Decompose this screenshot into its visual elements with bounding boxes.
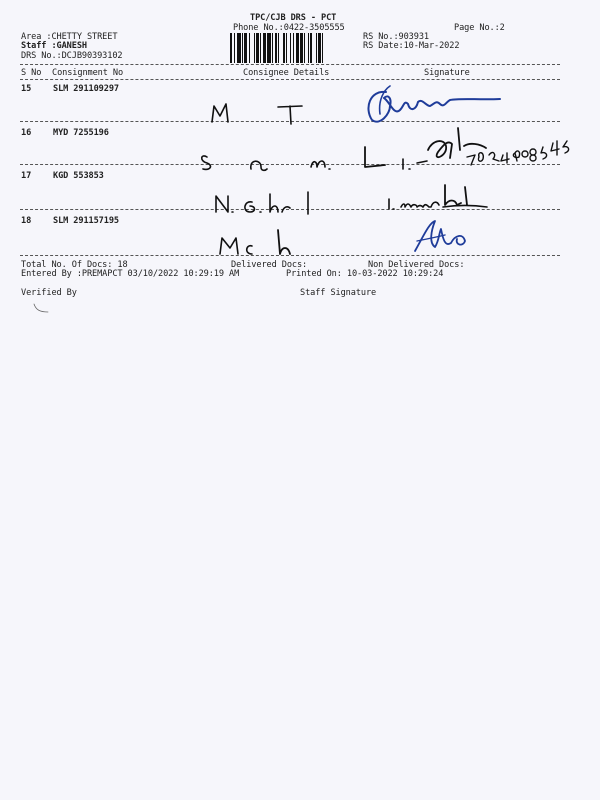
handwriting-row18-name — [214, 226, 314, 261]
barcode — [230, 33, 360, 63]
total-docs: Total No. Of Docs: 18 — [21, 260, 128, 270]
column-header-consignee: Consignee Details — [243, 68, 330, 78]
staff-signature: Staff Signature — [300, 288, 377, 298]
row-sno: 16 — [21, 128, 32, 138]
divider — [20, 64, 560, 65]
handwriting-row17-name — [208, 188, 328, 218]
row-consignment: SLM 291109297 — [53, 84, 119, 94]
handwriting-row16-phone — [463, 127, 573, 167]
row-consignment: MYD 7255196 — [53, 128, 109, 138]
rs-number: RS No.:903931 — [363, 32, 429, 42]
staff-label: Staff :GANESH — [21, 41, 87, 51]
rs-date: RS Date:10-Mar-2022 — [363, 41, 460, 51]
handwriting-row15-name — [200, 98, 340, 128]
printed-on: Printed On: 10-03-2022 10:29:24 — [286, 269, 444, 279]
phone-number: Phone No.:0422-3505555 — [233, 23, 345, 33]
divider — [20, 79, 560, 80]
handwriting-row17-id — [383, 177, 493, 217]
page-number: Page No.:2 — [454, 23, 505, 33]
delivered-docs: Delivered Docs: — [231, 260, 308, 270]
row-sno: 15 — [21, 84, 32, 94]
non-delivered-docs: Non Delivered Docs: — [368, 260, 465, 270]
signature-row15 — [360, 84, 510, 129]
column-header-consignment: Consignment No — [52, 68, 124, 78]
entered-by: Entered By :PREMAPCT 03/10/2022 10:29:19 AM — [21, 269, 240, 279]
area-label: Area :CHETTY STREET — [21, 32, 118, 42]
row-consignment: KGD 553853 — [53, 171, 104, 181]
document-title: TPC/CJB DRS - PCT — [250, 13, 337, 23]
row-consignment: SLM 291157195 — [53, 216, 119, 226]
column-header-signature: Signature — [424, 68, 470, 78]
drs-number: DRS No.:DCJB90393102 — [21, 51, 123, 61]
column-header-sno: S No — [21, 68, 42, 78]
scan-mark — [30, 300, 60, 320]
verified-by: Verified By — [21, 288, 77, 298]
barcode-gap — [323, 33, 325, 63]
signature-row18 — [405, 213, 475, 258]
handwriting-row16-name — [195, 145, 435, 175]
row-sno: 18 — [21, 216, 32, 226]
row-sno: 17 — [21, 171, 32, 181]
